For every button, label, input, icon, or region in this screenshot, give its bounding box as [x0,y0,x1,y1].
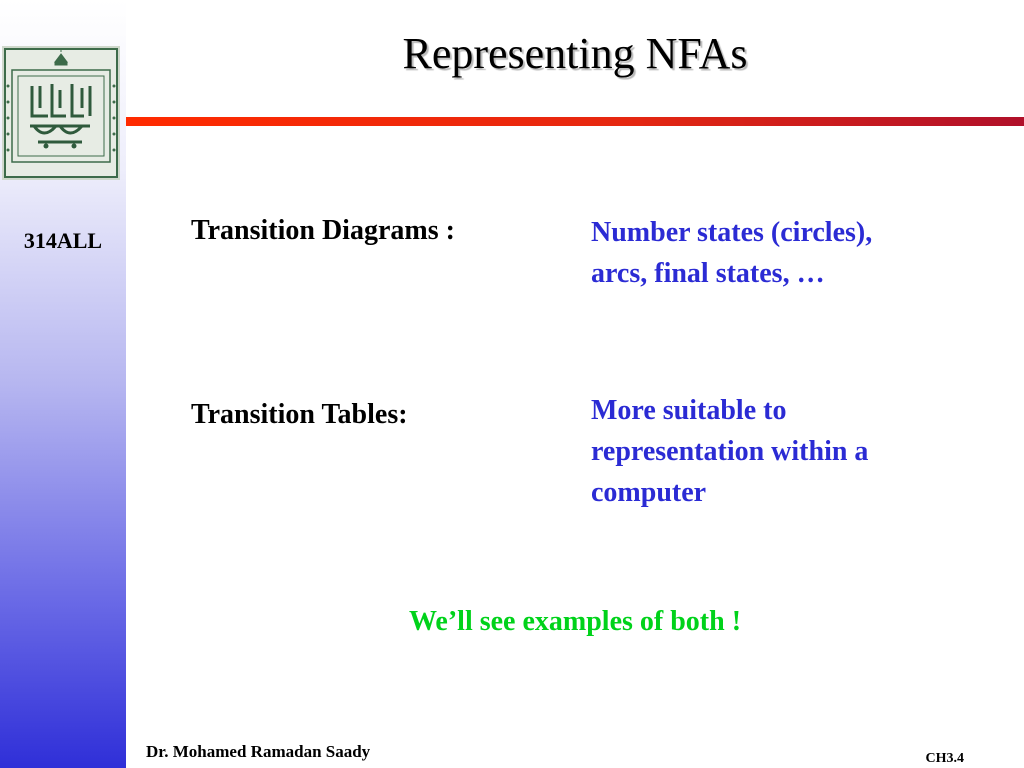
description-line: More suitable to [591,395,787,426]
university-emblem-icon [2,46,120,180]
description-transition-diagrams [591,212,872,294]
description-line: Number states (circles), [591,217,873,248]
description-line: computer [591,477,707,508]
slide-title: Representing NFAs [402,29,748,78]
title-underline [126,117,1024,126]
description-line: representation within a [591,436,869,467]
course-code: 314ALL [23,228,103,253]
examples-note: We’ll see examples of both ! [408,606,742,637]
author-footer: Dr. Mohamed Ramadan Saady [146,742,371,761]
label-transition-tables: Transition Tables: [191,399,408,430]
description-transition-tables [591,390,868,513]
label-transition-diagrams: Transition Diagrams : [191,215,455,246]
slide-number: CH3.4 [925,751,964,766]
description-line: arcs, final states, … [591,258,825,289]
sidebar [0,0,126,768]
